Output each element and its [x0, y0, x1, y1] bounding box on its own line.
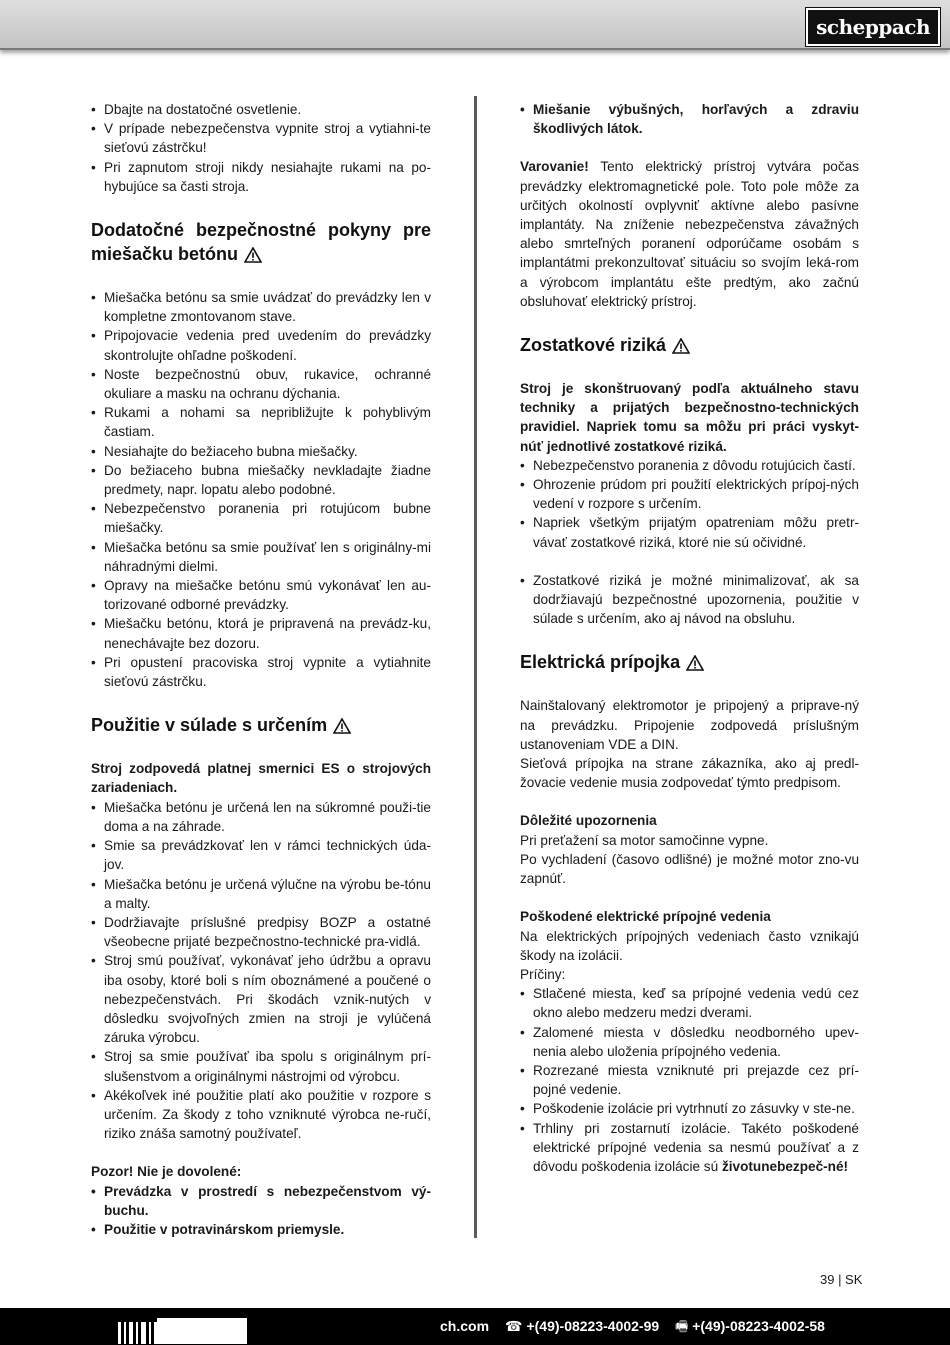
fax-number: +(49)-08223-4002-58	[692, 1318, 825, 1334]
warning-paragraph	[520, 157, 859, 311]
safety-list-mixer	[91, 288, 431, 691]
brand-logo: scheppach	[806, 8, 940, 46]
list-item: • Ohrozenie prúdom pri použití elektrických prípoj-ných vedení v rozpore s určením.	[520, 475, 859, 513]
section-heading-additional-safety	[91, 218, 431, 266]
list-item: • Pripojovacie vedenia pred uvedením do prevádzky skontrolujte ohľadne poškodení.	[91, 326, 431, 364]
list-item: • Dbajte na dostatočné osvetlenie.	[91, 100, 431, 119]
footer-fax	[675, 1317, 825, 1335]
list-item: • Stroj sa smie používať iba spolu s originálnym prí-slušenstvom a originálnymi nástrojmi od výrobcu.	[91, 1047, 431, 1085]
list-item	[520, 1119, 859, 1177]
intended-use-list	[91, 798, 431, 1144]
not-allowed-list	[91, 1182, 431, 1240]
list-item: • Akékoľvek iné použitie platí ako použitie v rozpore s určením. Za škody z toho vzniknuté výrobca ne-ručí, riziko znáša samotný používateľ.	[91, 1086, 431, 1144]
list-item: • Nebezpečenstvo poranenia pri rotujúcom bubne miešačky.	[91, 499, 431, 537]
list-item: • Pri opustení pracoviska stroj vypnite a vytiahnite sieťovú zástrčku.	[91, 653, 431, 691]
phone-icon: ☎	[505, 1318, 523, 1334]
intended-use-intro: Stroj zodpovedá platnej smernici ES o strojových zariadeniach.	[91, 761, 431, 796]
electric-paragraph-1: Nainštalovaný elektromotor je pripojený a priprave-ný na prevádzku. Pripojenie zodpovedá príslušným ustanoveniam VDE a DIN.	[520, 698, 859, 752]
electric-paragraph-2: Sieťová prípojka na strane zákazníka, ako aj predl-žovacie vedenie musia zodpovedať týmto predpisom.	[520, 756, 859, 791]
footer-highlight-block	[157, 1318, 247, 1344]
causes-label: Príčiny:	[520, 966, 566, 982]
phone-number: +(49)-08223-4002-99	[526, 1318, 660, 1334]
section-heading-residual-risks	[520, 333, 859, 357]
footer-phone	[505, 1317, 659, 1335]
list-item: • Opravy na miešačke betónu smú vykonávať len au-torizované odborné prevádzky.	[91, 576, 431, 614]
list-item: • Miešačka betónu sa smie používať len s originálny-mi náhradnými dielmi.	[91, 538, 431, 576]
damaged-cables-paragraph: Na elektrických prípojných vedeniach často vznikajú škody na izolácii.	[520, 928, 859, 963]
list-item: • Noste bezpečnostnú obuv, rukavice, ochranné okuliare a masku na ochranu dýchania.	[91, 365, 431, 403]
not-allowed-label: Pozor! Nie je dovolené:	[91, 1164, 242, 1180]
header-band	[0, 0, 950, 50]
section-heading-electrical-connection	[520, 650, 859, 674]
heading-text: Zostatkové riziká	[520, 335, 667, 356]
safety-list-general	[91, 100, 431, 196]
list-item: • Smie sa prevádzkovať len v rámci technických úda-jov.	[91, 836, 431, 874]
column-divider	[474, 96, 477, 1238]
fax-icon: 🖷	[675, 1318, 689, 1334]
footer-website[interactable]: ch.com	[440, 1318, 490, 1334]
warning-label: Varovanie!	[520, 159, 589, 175]
not-allowed-list-continued	[520, 100, 859, 138]
list-item: • Zalomené miesta v dôsledku neodborného upev-nenia alebo uloženia prípojného vedenia.	[520, 1023, 859, 1061]
important-paragraph-2: Po vychladení (časovo odlišné) je možné motor zno-vu zapnúť.	[520, 851, 859, 887]
warning-text: Tento elektrický prístroj vytvára počas prevádzky elektromagnetické pole. Toto pole môže za určitých okolností ovplyvniť aktívne alebo pasívne implantáty. Na zníženie nebezpečenstva závažných alebo smrteľných poranení odporúčame osobám s implantátmi prekonzultovať situáciu so svojím leká-rom a výrobcom implantátu ešte predtým, ako začnú obsluhovať elektrický prístroj.	[520, 159, 859, 309]
list-item: • Zostatkové riziká je možné minimalizovať, ak sa dodržiavajú bezpečnostné upozornenia, použitie v súlade s určením, ako aj návod na obsluhu.	[520, 571, 859, 629]
list-item: • Miešačka betónu sa smie uvádzať do prevádzky len v kompletne zmontovanom stave.	[91, 288, 431, 326]
list-item: • Prevádzka v prostredí s nebezpečenstvom vý-buchu.	[91, 1182, 431, 1220]
list-item: • Dodržiavajte príslušné predpisy BOZP a ostatné všeobecne prijaté bezpečnostno-technické pra-vidlá.	[91, 913, 431, 951]
list-item: • Pri zapnutom stroji nikdy nesiahajte rukami na po-hybujúce sa časti stroja.	[91, 158, 431, 196]
list-item-emphasis: životunebezpeč-né!	[721, 1158, 849, 1174]
right-column	[520, 100, 859, 1176]
important-paragraph-1: Pri preťažení sa motor samočinne vypne.	[520, 832, 769, 848]
damaged-cables-heading: Poškodené elektrické prípojné vedenia	[520, 909, 771, 925]
list-item-text: Trhliny pri zostarnutí izolácie. Takéto poškodené elektrické prípojné vedenia sa nesmú používať a z dôvodu poškodenia izolácie sú	[533, 1120, 859, 1174]
causes-list	[520, 984, 859, 1176]
list-item: • Miešačka betónu je určená výlučne na výrobu be-tónu a malty.	[91, 875, 431, 913]
list-item: • Nesiahajte do bežiaceho bubna miešačky.	[91, 442, 431, 461]
residual-risks-intro: Stroj je skonštruovaný podľa aktuálneho stavu techniky a prijatých bezpečnostno-technických pravidiel. Napriek tomu sa môžu pri práci vyskyt-núť jednotlivé zostatkové riziká.	[520, 381, 859, 454]
list-item: • V prípade nebezpečenstva vypnite stroj a vytiahni-te sieťovú zástrčku!	[91, 119, 431, 157]
list-item: • Stlačené miesta, keď sa prípojné vedenia vedú cez okno alebo medzeru medzi dverami.	[520, 984, 859, 1022]
list-item: • Do bežiaceho bubna miešačky nevkladajte žiadne predmety, napr. lopatu alebo podobné.	[91, 461, 431, 499]
list-item: • Miešačka betónu je určená len na súkromné použi-tie doma a na záhrade.	[91, 798, 431, 836]
list-item: • Poškodenie izolácie pri vytrhnutí zo zásuvky v ste-ne.	[520, 1099, 859, 1118]
important-heading: Dôležité upozornenia	[520, 813, 657, 829]
list-item: • Použitie v potravinárskom priemysle.	[91, 1220, 431, 1239]
list-item: • Nebezpečenstvo poranenia z dôvodu rotujúcich častí.	[520, 456, 859, 475]
residual-risks-list	[520, 456, 859, 552]
page-number: 39 | SK	[820, 1272, 863, 1287]
list-item: • Miešanie výbušných, horľavých a zdraviu škodlivých látok.	[520, 100, 859, 138]
heading-text: Použitie v súlade s určením	[91, 715, 328, 736]
heading-text: Elektrická prípojka	[520, 652, 681, 673]
list-item: • Rukami a nohami sa nepribližujte k pohyblivým častiam.	[91, 403, 431, 441]
section-heading-intended-use	[91, 713, 431, 737]
list-item: • Rozrezané miesta vzniknuté pri prejazde cez prí-pojné vedenie.	[520, 1061, 859, 1099]
list-item: • Stroj smú používať, vykonávať jeho údržbu a opravu iba osoby, ktoré boli s ním oboznámené a poučené o nebezpečenstvách. Pri škodách vznik-nutých v dôsledku svojvoľných zmien na stroji je vylúčená záruka výrobcu.	[91, 951, 431, 1047]
left-column	[91, 100, 431, 1239]
heading-text: Dodatočné bezpečnostné pokyny pre miešačku betónu	[91, 220, 431, 265]
list-item: • Napriek všetkým prijatým opatreniam môžu pretr-vávať zostatkové riziká, ktoré nie sú očividné.	[520, 513, 859, 551]
residual-risks-minimize-list	[520, 571, 859, 629]
list-item: • Miešačku betónu, ktorá je pripravená na prevádz-ku, nenechávajte bez dozoru.	[91, 614, 431, 652]
